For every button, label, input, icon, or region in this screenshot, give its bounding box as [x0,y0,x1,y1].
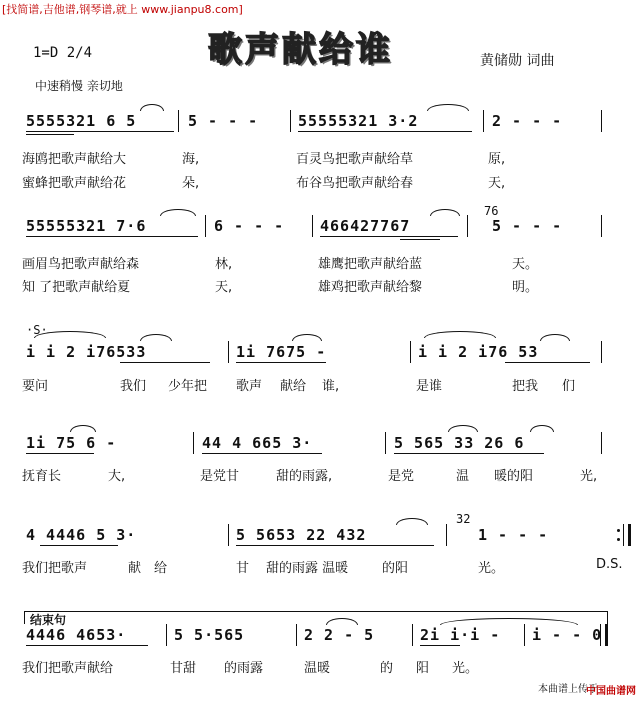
measure: 2i i·i - [420,626,501,644]
measure: 5 - - - [492,217,563,235]
measure: 1i 7675 - [236,343,327,361]
barline [385,432,386,454]
slur [440,618,578,625]
barline [483,110,484,132]
lyric: 甜的雨露 温暖 [266,561,349,576]
lyric: 光, [580,469,598,484]
segno-sign: ·S· [26,323,48,337]
final-barline [605,624,608,646]
lyric: 知 了把歌声献给夏 [22,280,131,295]
barline [601,110,602,132]
lyric: 甜的雨露, [276,469,333,484]
lyric: 我们把歌声 [22,561,88,576]
lyric: 雄鸡把歌声献给黎 [318,280,423,295]
lyric: 光。 [452,661,479,676]
barline [467,215,468,237]
lyric: 谁, [322,379,340,394]
lyric: 光。 [478,561,505,576]
lyric: 明。 [512,280,539,295]
lyric: 天。 [512,257,539,272]
barline [205,215,206,237]
underline [236,362,326,363]
lyric: 海鸥把歌声献给大 [22,152,127,167]
measure: 6 - - - [214,217,285,235]
slur [70,425,96,432]
lyric: 海, [182,152,200,167]
lyric: 们 [562,379,576,394]
lyric: 把我 [512,379,539,394]
lyric: 我们把歌声献给 [22,661,114,676]
slur [396,518,428,525]
underline [420,645,460,646]
barline [178,110,179,132]
lyric: 甘 [236,561,250,576]
barline [296,624,297,646]
lyric: 雄鹰把歌声献给蓝 [318,257,423,272]
slur [424,331,496,338]
measure: 55555321 7·6 [26,217,147,235]
barline [228,341,229,363]
grace-notes: 76 [484,204,499,218]
measure: i - - 0 [532,626,603,644]
underline [26,134,74,135]
lyric: 献给 [280,379,307,394]
lyric: 暖的阳 [494,469,534,484]
lyric: 画眉鸟把歌声献给森 [22,257,140,272]
measure: 2 2 - 5 [304,626,375,644]
underline [202,453,322,454]
ds-marking: D.S. [596,557,623,572]
lyric: 的 [380,661,394,676]
key-signature: 1=D 2/4 [33,45,93,61]
measure: i i 2 i76 53 [418,343,539,361]
measure: 5 565 33 26 6 [394,434,525,452]
underline [120,362,210,363]
lyric: 是党 [388,469,415,484]
underline [26,131,174,132]
site-banner: [找简谱,吉他谱,钢琴谱,就上 www.jianpu8.com] [2,3,243,16]
slur [530,425,554,432]
lyric: 的阳 [382,561,409,576]
slur [448,425,478,432]
underline [26,645,148,646]
lyric: 歌声 [236,379,263,394]
measure: 1 - - - [478,526,549,544]
measure: 2 - - - [492,112,563,130]
site-logo[interactable]: 中国曲谱网 [586,686,636,697]
lyric: 抚育长 [22,469,62,484]
underline [394,453,544,454]
lyric: 温 [456,469,470,484]
measure: 4 4446 5 3· [26,526,137,544]
lyric: 蜜蜂把歌声献给花 [22,176,127,191]
repeat-dot [617,529,620,532]
lyric: 要问 [22,379,49,394]
underline [320,236,458,237]
author-credit: 黄储勋 词曲 [480,53,555,69]
coda-label: 结束句 [30,613,67,627]
lyric: 温暖 [304,661,331,676]
slur [326,618,358,625]
barline [446,524,447,546]
slur [140,334,172,341]
measure: 4446 4653· [26,626,127,644]
lyric: 大, [108,469,126,484]
slur [540,334,570,341]
underline [400,239,440,240]
lyric: 甘甜 [170,661,197,676]
measure: 5 - - - [188,112,259,130]
barline [601,432,602,454]
measure: 5 5653 22 432 [236,526,367,544]
barline [412,624,413,646]
slur [160,209,196,216]
repeat-barline [623,524,624,546]
lyric: 献 [128,561,142,576]
lyric: 给 [154,561,168,576]
lyric: 是党甘 [200,469,240,484]
barline [410,341,411,363]
lyric: 阳 [416,661,430,676]
measure: i i 2 i76533 [26,343,147,361]
slur [292,334,322,341]
barline [166,624,167,646]
lyric: 天, [488,176,506,191]
barline [193,432,194,454]
lyric: 原, [488,152,506,167]
underline [40,545,118,546]
lyric: 布谷鸟把歌声献给春 [296,176,414,191]
repeat-barline [628,524,631,546]
lyric: 我们 [120,379,147,394]
lyric: 百灵鸟把歌声献给草 [296,152,414,167]
measure: 44 4 665 3· [202,434,313,452]
measure: 5555321 6 5 [26,112,137,130]
slur [427,104,469,111]
lyric: 天, [215,280,233,295]
measure: 1i 75 6 - [26,434,117,452]
measure: 466427767 [320,217,411,235]
slur [430,209,460,216]
grace-notes: 32 [456,512,471,526]
underline [26,236,198,237]
final-barline [600,624,601,646]
underline [26,453,94,454]
underline [298,131,472,132]
barline [312,215,313,237]
tempo-marking: 中速稍慢 亲切地 [35,79,123,93]
lyric: 少年把 [168,379,208,394]
slur [34,331,106,338]
repeat-dot [617,538,620,541]
slur [140,104,164,111]
measure: 5 5·565 [174,626,245,644]
barline [601,215,602,237]
barline [228,524,229,546]
lyric: 是谁 [416,379,443,394]
upload-note: 本曲谱上传于 [538,684,598,695]
barline [290,110,291,132]
lyric: 林, [215,257,233,272]
underline [505,362,590,363]
lyric: 的雨露 [224,661,264,676]
lyric: 朵, [182,176,200,191]
song-title: 歌声献给谁 [208,30,393,70]
barline [601,341,602,363]
underline [236,545,434,546]
measure: 55555321 3·2 [298,112,419,130]
barline [524,624,525,646]
